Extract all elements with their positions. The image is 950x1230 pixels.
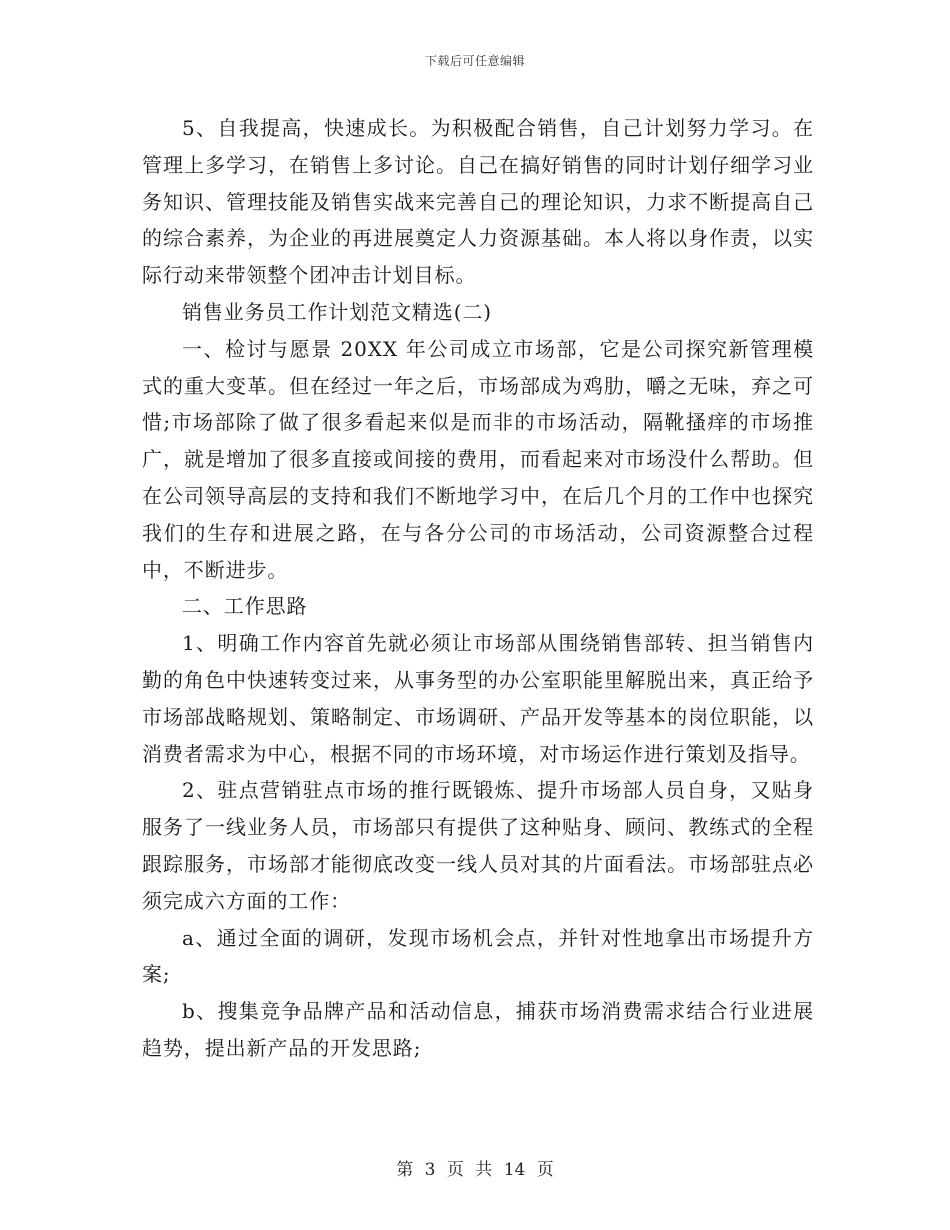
- section-title: 销售业务员工作计划范文精选(二): [182, 299, 493, 324]
- paragraph-onsite-marketing: 2、驻点营销驻点市场的推行既锻炼、提升市场部人员自身，又贴身服务了一线业务人员，市场部只有提供了这种贴身、顾问、教练式的全程跟踪服务，市场部才能彻底改变一线人员对其的片面看法。市场部驻点必须完成六方面的工作：: [142, 778, 814, 913]
- paragraph-clarify-work: 1、明确工作内容首先就必须让市场部从围绕销售部转、担当销售内勤的角色中快速转变过来，从事务型的办公室职能里解脱出来，真正给予市场部战略规划、策略制定、市场调研、产品开发等基本的岗位职能，以消费者需求为中心，根据不同的市场环境，对市场运作进行策划及指导。: [142, 631, 814, 766]
- list-item-a: a、通过全面的调研，发现市场机会点，并针对性地拿出市场提升方案;: [142, 925, 814, 987]
- heading-work-ideas: 二、工作思路: [182, 594, 308, 619]
- page-number: 第 3 页 共 14 页: [396, 1160, 554, 1180]
- page-header: 下载后可任意编辑: [424, 54, 525, 68]
- paragraph-self-improvement: 5、自我提高，快速成长。为积极配合销售，自己计划努力学习。在管理上多学习，在销售上多讨论。自己在搞好销售的同时计划仔细学习业务知识、管理技能及销售实战来完善自己的理论知识，力求不断提高自己的综合素养，为企业的再进展奠定人力资源基础。本人将以身作责，以实际行动来带领整个团冲击计划目标。: [142, 116, 814, 288]
- paragraph-review-vision: 一、检讨与愿景 20XX 年公司成立市场部，它是公司探究新管理模式的重大变革。但在经过一年之后，市场部成为鸡肋，嚼之无味，弃之可惜;市场部除了做了很多看起来似是而非的市场活动，隔靴搔痒的市场推广，就是增加了很多直接或间接的费用，而看起来对市场没什么帮助。但在公司领导高层的支持和我们不断地学习中，在后几个月的工作中也探究我们的生存和进展之路，在与各分公司的市场活动，公司资源整合过程中，不断进步。: [142, 336, 814, 582]
- document-body: [142, 110, 814, 1067]
- list-item-b: b、搜集竞争品牌产品和活动信息，捕获市场消费需求结合行业进展趋势，提出新产品的开发思路;: [142, 999, 814, 1060]
